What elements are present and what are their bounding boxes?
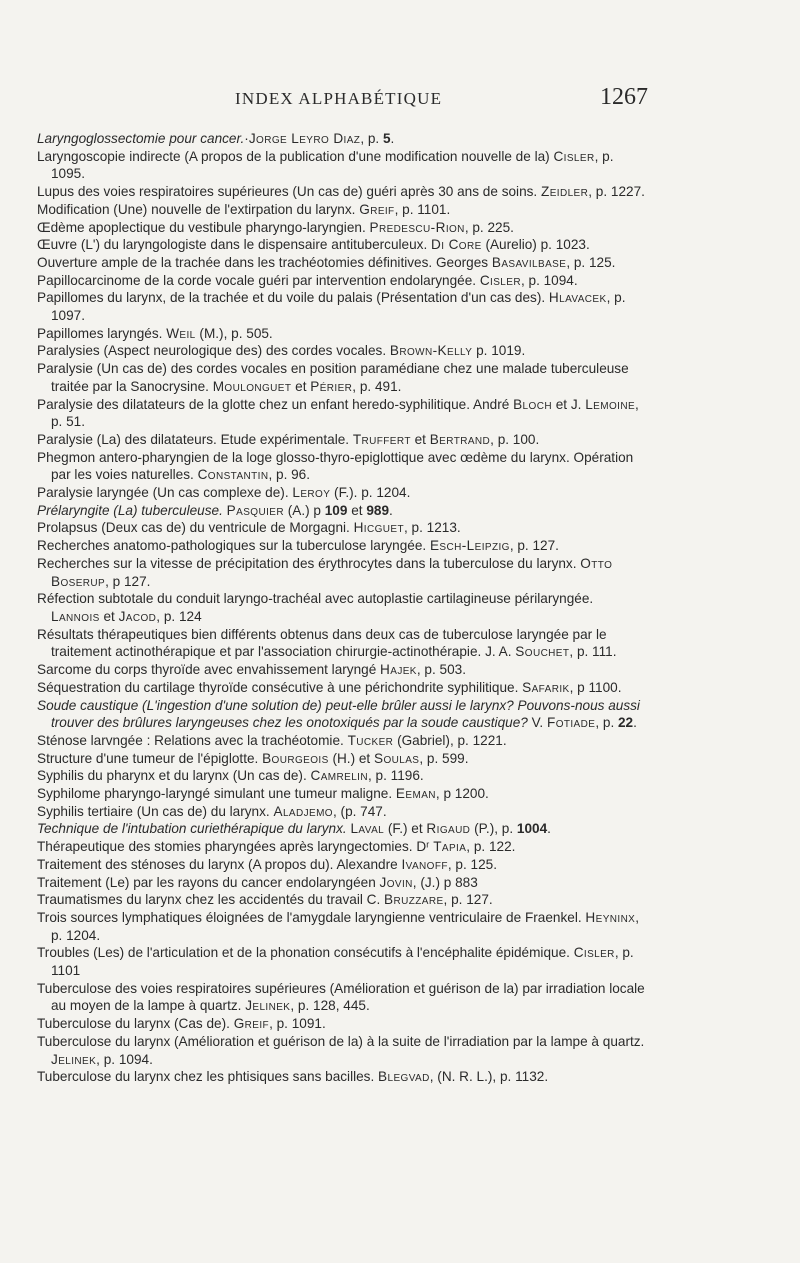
entry-author: Jelinek	[51, 1051, 97, 1067]
entry-text: Recherches anatomo-pathologiques sur la tuberculose laryngée.	[37, 538, 430, 554]
entry-author: Truffert	[352, 431, 411, 447]
entry-text: Ouverture ample de la trachée dans les trachéotomies définitives. Georges	[37, 254, 492, 270]
entry-author: Predescu-Rion	[369, 219, 465, 235]
index-entry	[37, 325, 645, 343]
entry-author: Jelinek	[245, 998, 291, 1014]
entry-text: , p. 1196.	[368, 768, 424, 784]
index-entry	[37, 856, 645, 874]
entry-author: Moulonguet	[212, 378, 292, 394]
entry-text: , p. 111.	[569, 644, 617, 660]
index-entry	[37, 555, 645, 590]
index-entry	[37, 342, 645, 360]
entry-author: Constantin	[197, 467, 269, 483]
entry-text: , p. 599.	[419, 750, 469, 766]
entry-author: Jovin	[379, 874, 413, 890]
entry-author: Basavilbase	[491, 254, 567, 270]
entry-text: Réfection subtotale du conduit laryngo-trachéal avec autoplastie cartilagineuse périlaryngée.	[37, 591, 594, 607]
entry-author: Camrelin	[310, 768, 368, 784]
entry-text: , p. 1101	[51, 945, 634, 979]
entry-page-bold: 109	[324, 502, 348, 518]
index-entry	[37, 431, 645, 449]
entry-text: Séquestration du cartilage thyroïde consécutive à une périchondrite syphilitique.	[37, 679, 523, 695]
entry-text: Traitement des sténoses du larynx (A propos du). Alexandre	[37, 856, 402, 872]
index-entry	[37, 944, 645, 979]
entry-text: Paralysie (Un cas de) des cordes vocales en position paramédiane chez une malade tuberculeuse traitée par la Sanocrysine.	[37, 361, 629, 394]
entry-text: , p 127.	[105, 573, 151, 589]
entry-text: Traitement (Le) par les rayons du cancer endolaryngéen	[37, 874, 380, 890]
entry-author: Périer	[310, 378, 353, 394]
index-entries	[37, 130, 645, 1086]
entry-text: Œdème apoplectique du vestibule pharyngo-laryngien.	[37, 219, 370, 235]
entry-text: Papillomes du larynx, de la trachée et du voile du palais (Présentation d'un cas des).	[37, 290, 549, 306]
index-entry	[37, 219, 645, 237]
index-entry	[37, 750, 645, 768]
entry-text: Thérapeutique des stomies pharyngées après laryngectomies. Dʳ	[37, 839, 434, 855]
index-entry	[37, 838, 645, 856]
entry-title-italic: Soude caustique (L'ingestion d'une solution de) peut-elle brûler aussi le larynx? Pouvons-nous aussi trouver des brûlures laryngeuses chez les onotoxiqués par la soude caustique?	[37, 697, 640, 731]
index-entry	[37, 803, 645, 821]
entry-text: , p. 1097.	[51, 290, 626, 324]
index-entry	[37, 767, 645, 785]
entry-text: , p. 1204.	[51, 909, 640, 943]
entry-text: , p. 127.	[509, 538, 559, 554]
entry-text: , p 1200.	[435, 786, 489, 802]
index-entry	[37, 590, 645, 625]
entry-author: Hajek	[380, 662, 417, 678]
entry-text: Paralysie des dilatateurs de la glotte chez un enfant heredo-syphilitique. André	[37, 396, 514, 412]
entry-text: Trois sources lymphatiques éloignées de l'amygdale laryngienne ventriculaire de Fraenkel.	[37, 909, 586, 925]
entry-text: Modification (Une) nouvelle de l'extirpation du larynx.	[37, 201, 360, 217]
entry-text: et	[99, 608, 119, 624]
entry-author: Tucker	[347, 732, 394, 748]
entry-text: , p. 1091.	[269, 1016, 326, 1032]
entry-text: Syphilis tertiaire (Un cas de) du larynx.	[37, 803, 274, 819]
entry-text: Recherches sur la vitesse de précipitation des érythrocytes dans la tuberculose du larynx.	[37, 555, 581, 571]
entry-author: Cisler	[573, 945, 615, 961]
index-entry	[37, 236, 645, 254]
index-entry	[37, 272, 645, 290]
entry-text: (A.) p	[283, 502, 325, 518]
entry-text: , p. 1095.	[51, 148, 614, 182]
index-entry	[37, 1033, 645, 1068]
entry-text: , p. 127.	[443, 892, 493, 908]
entry-text: (M.), p. 505.	[195, 325, 273, 341]
entry-text: Papillomes laryngés.	[37, 325, 167, 341]
entry-text: , p. 128, 445.	[290, 998, 370, 1014]
entry-page-bold: 22	[618, 715, 634, 731]
index-entry	[37, 519, 645, 537]
index-entry	[37, 909, 645, 944]
entry-text: Tuberculose du larynx (Cas de).	[37, 1016, 234, 1032]
index-entry	[37, 183, 645, 201]
entry-author: Bloch	[513, 396, 552, 412]
entry-text: Prolapsus (Deux cas de) du ventricule de Morgagni.	[37, 520, 354, 536]
index-entry	[37, 980, 645, 1015]
entry-author: Soulas	[374, 750, 420, 766]
entry-text: Tuberculose du larynx (Amélioration et guérison de la) à la suite de l'irradiation par la lampe à quartz.	[37, 1033, 645, 1049]
entry-text: , p. 96.	[268, 467, 311, 483]
entry-author: Cisler	[479, 272, 521, 288]
entry-text: .	[390, 131, 395, 146]
entry-text: , p. 1227.	[588, 184, 645, 200]
index-entry	[37, 130, 645, 148]
index-entry	[37, 820, 645, 838]
index-entry	[37, 502, 645, 520]
entry-text: , p. 1101.	[394, 201, 451, 217]
entry-title-italic: Technique de l'intubation curiethérapique du larynx.	[37, 821, 347, 837]
entry-author: Pasquier	[226, 502, 284, 518]
index-entry	[37, 360, 645, 395]
entry-text: V.	[527, 715, 547, 731]
entry-author: Cisler	[553, 148, 595, 164]
entry-text: , (p. 747.	[332, 803, 387, 819]
entry-author: Esch-Leipzig	[429, 538, 510, 554]
entry-text: p. 1019.	[472, 343, 526, 359]
index-entry	[37, 484, 645, 502]
entry-title-italic: Prélaryngite (La) tuberculeuse.	[37, 502, 223, 518]
entry-text: Papillocarcinome de la corde vocale guéri par intervention endolaryngée.	[37, 272, 480, 288]
entry-author: Safarik	[522, 679, 570, 695]
entry-author: Lannois	[51, 608, 100, 624]
entry-text: , p. 100.	[490, 431, 540, 447]
entry-text: , p. 225.	[464, 219, 514, 235]
entry-author: Leroy	[292, 485, 331, 501]
entry-author: Jacod	[118, 608, 157, 624]
entry-text: (Gabriel), p. 1221.	[393, 732, 507, 748]
entry-text: , p. 1213.	[404, 520, 461, 536]
entry-author: Blegvad	[378, 1069, 430, 1085]
entry-author: Hlavacek	[548, 290, 607, 306]
entry-text: , p. 51.	[51, 396, 639, 430]
index-entry	[37, 289, 645, 324]
entry-author: Greif	[233, 1016, 270, 1032]
entry-text: , p. 491.	[352, 378, 402, 394]
running-header	[0, 86, 800, 116]
entry-text: Traumatismes du larynx chez les accidentés du travail C.	[37, 892, 385, 908]
index-entry	[37, 1068, 645, 1086]
entry-text: , p. 1094.	[520, 272, 578, 288]
entry-text: (P.), p.	[470, 821, 517, 837]
entry-text: , p. 124	[156, 608, 202, 624]
entry-text: Lupus des voies respiratoires supérieures (Un cas de) guéri après 30 ans de soins.	[37, 184, 541, 200]
entry-text: , (N. R. L.), p. 1132.	[429, 1069, 549, 1085]
entry-text: ·	[244, 131, 249, 146]
entry-author: Laval	[350, 821, 385, 837]
entry-title-italic: Laryngoglossectomie pour cancer.	[37, 131, 245, 146]
entry-author: Bertrand	[429, 431, 491, 447]
entry-author: Heyninx	[585, 909, 636, 925]
entry-text: , p. 122.	[466, 839, 516, 855]
entry-text: Sarcome du corps thyroïde avec envahissement laryngé	[37, 662, 381, 678]
index-entry	[37, 785, 645, 803]
entry-text: , (J.) p 883	[412, 874, 478, 890]
entry-text: Œuvre (L') du laryngologiste dans le dispensaire antituberculeux.	[37, 237, 432, 253]
entry-text: Paralysie (La) des dilatateurs. Etude expérimentale.	[37, 431, 353, 447]
entry-author: Otto Boserup	[51, 555, 613, 589]
entry-text: Paralysies (Aspect neurologique des) des cordes vocales.	[37, 343, 390, 359]
entry-author: Rigaud	[426, 821, 471, 837]
entry-text: (H.) et	[328, 750, 374, 766]
entry-author: Brown-Kelly	[389, 343, 473, 359]
entry-author: Greif	[359, 201, 395, 217]
index-entry	[37, 661, 645, 679]
index-entry	[37, 254, 645, 272]
entry-author: Souchet	[515, 644, 570, 660]
index-entry	[37, 1015, 645, 1033]
entry-text: et	[347, 502, 367, 518]
entry-author: Weil	[166, 325, 196, 341]
entry-author: Tapia	[433, 839, 467, 855]
index-entry	[37, 891, 645, 909]
entry-text: Tuberculose du larynx chez les phtisiques sans bacilles.	[37, 1069, 379, 1085]
entry-author: Bruzzare	[384, 892, 444, 908]
entry-text: , p 1100.	[569, 679, 622, 695]
entry-author: Zeidler	[541, 184, 589, 200]
entry-page-bold: 1004	[516, 821, 548, 837]
index-entry	[37, 449, 645, 484]
entry-text: et	[291, 378, 311, 394]
entry-text: , p.	[360, 131, 383, 146]
entry-text: Syphilome pharyngo-laryngé simulant une tumeur maligne.	[37, 786, 396, 802]
index-entry	[37, 732, 645, 750]
entry-text: Sténose larvngée : Relations avec la trachéotomie.	[37, 732, 348, 748]
entry-author: Eeman	[395, 786, 436, 802]
entry-text: .	[633, 715, 637, 731]
entry-text: Résultats thérapeutiques bien différents obtenus dans deux cas de tuberculose laryngée par le traitement actinothérapique et par l'association chirurgie-actinothérapie. J. A.	[37, 626, 607, 660]
entry-author: Di Core	[431, 237, 482, 253]
entry-text: Phegmon antero-pharyngien de la loge glosso-thyro-epiglottique avec œdème du larynx. Opération par les voies naturelles.	[37, 449, 634, 483]
index-entry	[37, 148, 645, 183]
entry-text: Paralysie laryngée (Un cas complexe de).	[37, 485, 293, 501]
entry-text: Syphilis du pharynx et du larynx (Un cas de).	[37, 768, 311, 784]
entry-text: .	[389, 502, 393, 518]
entry-author: Aladjemo	[273, 803, 333, 819]
entry-text: Laryngoscopie indirecte (A propos de la publication d'une modification nouvelle de la)	[37, 148, 554, 164]
entry-text: (F.). p. 1204.	[330, 485, 411, 501]
index-entry	[37, 679, 645, 697]
header-title: INDEX ALPHABÉTIQUE	[235, 89, 443, 108]
entry-text: .	[547, 821, 551, 837]
entry-text: Structure d'une tumeur de l'épiglotte.	[37, 750, 263, 766]
entry-author: Lemoine	[585, 396, 636, 412]
entry-text: (F.) et	[384, 821, 427, 837]
entry-text: Troubles (Les) de l'articulation et de la phonation consécutifs à l'encéphalite épidémique.	[37, 945, 574, 961]
entry-page-bold: 989	[366, 502, 390, 518]
index-entry	[37, 201, 645, 219]
entry-author: Fotiade	[546, 715, 596, 731]
index-entry	[37, 626, 645, 661]
entry-text: (Aurelio) p. 1023.	[481, 237, 590, 253]
entry-text: et	[410, 431, 430, 447]
entry-author: Bourgeois	[262, 750, 329, 766]
entry-text: , p. 125.	[447, 856, 497, 872]
index-entry	[37, 697, 645, 732]
entry-author: Ivanoff	[401, 856, 448, 872]
entry-author: Jorge Leyro Diaz	[248, 131, 361, 146]
entry-text: Tuberculose des voies respiratoires supérieures (Amélioration et guérison de la) par irradiation locale au moyen de la lampe à quartz.	[37, 980, 645, 1014]
entry-text: et J.	[551, 396, 586, 412]
entry-author: Hicguet	[353, 520, 404, 536]
entry-page-bold: 5	[382, 131, 391, 146]
entry-text: , p. 125.	[566, 254, 616, 270]
index-entry	[37, 537, 645, 555]
entry-text: , p. 503.	[416, 662, 466, 678]
index-entry	[37, 396, 645, 431]
entry-text: , p.	[595, 715, 618, 731]
page-number: 1267	[600, 84, 648, 110]
entry-text: , p. 1094.	[96, 1051, 153, 1067]
index-entry	[37, 874, 645, 892]
